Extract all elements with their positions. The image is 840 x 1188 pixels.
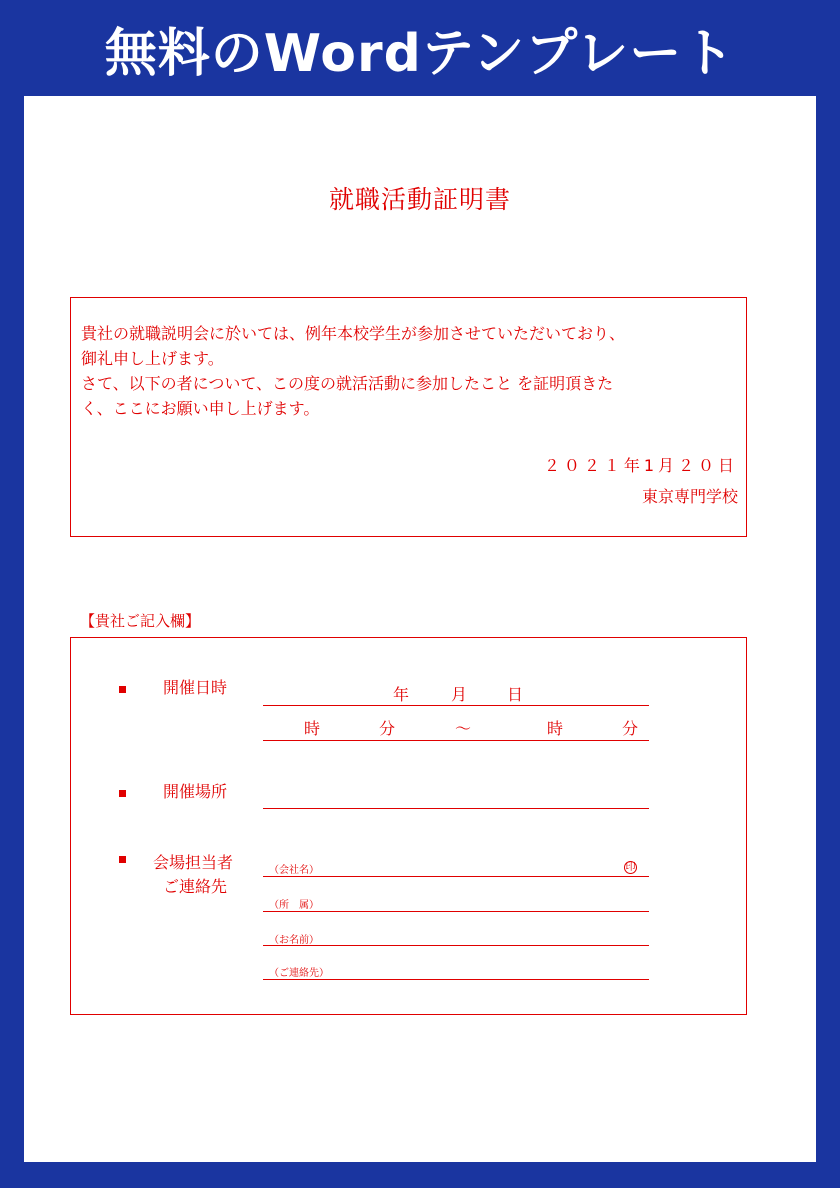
issue-date: ２０２１年1月２０日 — [543, 456, 738, 475]
time-input-line[interactable] — [263, 740, 649, 741]
place-label: 開催場所 — [163, 782, 228, 801]
company-input-line[interactable] — [263, 876, 649, 877]
document-title: 就職活動証明書 — [328, 185, 511, 214]
form-box — [70, 637, 747, 1015]
date-input-line[interactable] — [263, 705, 649, 706]
hour-unit: 時 — [547, 719, 564, 738]
date-label: 開催日時 — [163, 678, 228, 697]
bullet-icon — [119, 686, 126, 693]
intro-line: さて、以下の者について、この度の就活活動に参加したこと を証明頂きた — [81, 374, 614, 393]
intro-line: 御礼申し上げます。 — [81, 349, 224, 368]
name-field-label: （お名前） — [269, 935, 319, 946]
document-page — [24, 96, 816, 1162]
intro-text — [81, 321, 731, 421]
year-unit: 年 — [393, 685, 410, 704]
contact-field-label: （ご連絡先） — [269, 968, 329, 979]
department-input-line[interactable] — [263, 911, 649, 912]
hour-unit: 時 — [304, 719, 321, 738]
contact-input-line[interactable] — [263, 979, 649, 980]
section-label: 【貴社ご記入欄】 — [80, 612, 201, 630]
bullet-icon — [119, 856, 126, 863]
intro-line: 貴社の就職説明会に於いては、例年本校学生が参加させていただいており、 — [81, 324, 626, 343]
name-input-line[interactable] — [263, 945, 649, 946]
month-unit: 月 — [451, 685, 468, 704]
place-input-line[interactable] — [263, 808, 649, 809]
intro-box — [70, 297, 747, 537]
department-field-label: （所 属） — [269, 900, 319, 911]
company-field-label: （会社名） — [269, 865, 319, 876]
intro-line: く、ここにお願い申し上げます。 — [81, 399, 320, 418]
banner-title: 無料のWordテンプレート — [104, 23, 736, 84]
day-unit: 日 — [507, 685, 524, 704]
minute-unit: 分 — [379, 719, 396, 738]
school-name: 東京専門学校 — [641, 487, 738, 506]
minute-unit: 分 — [622, 719, 639, 738]
contact-label: 会場担当者 — [153, 853, 234, 872]
bullet-icon — [119, 790, 126, 797]
seal-icon: 印 — [625, 862, 636, 873]
contact-label: ご連絡先 — [163, 877, 228, 896]
tilde-mark: ～ — [455, 719, 472, 738]
